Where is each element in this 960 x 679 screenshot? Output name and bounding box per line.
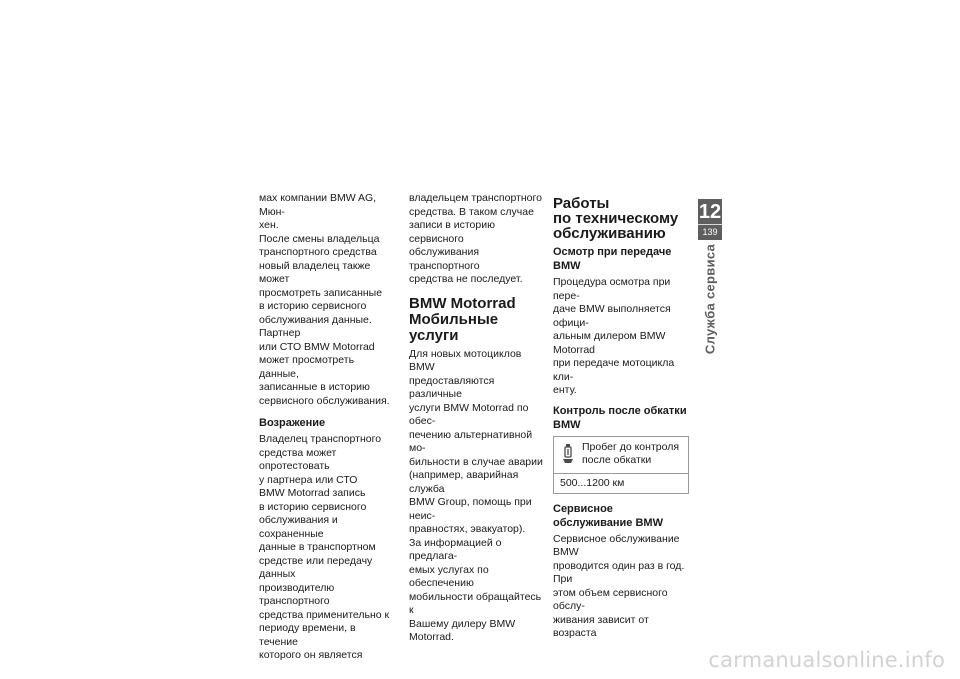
- heading-bmw-service: Сервисное обслуживание BMW: [553, 502, 663, 529]
- bmw-service-text: [553, 533, 688, 641]
- chapter-tab: [698, 199, 722, 240]
- break-in-info-label-row: [554, 437, 688, 474]
- bmw-service-paragraph: Сервисное обслуживание BMW проводится один раз в год. При этом объем сервисного обслу- живания зависит от возраста: [553, 532, 685, 639]
- column-1-body-2: [259, 433, 394, 663]
- break-in-info-label: Пробег до контроля после обкатки: [582, 440, 680, 466]
- break-in-info-table: [553, 436, 689, 494]
- column-2-paragraph-3: За информацией о предлага- емых услугах по обеспечению мобильности обращайтесь к Вашему дилеру BMW Motorrad.: [409, 536, 542, 643]
- heading-objection: Возражение: [259, 417, 326, 429]
- page-number: 139: [702, 227, 718, 237]
- heading-break-in-check: Контроль после обкатки BMW: [553, 404, 687, 431]
- column-2-body-2: [409, 348, 544, 645]
- column-1-paragraph-3: Владелец транспортного средства может опротестовать у партнера или СТО BMW Motorrad запись в историю сервисного обслуживания и сохраненные данные в транспортном средстве или передачу данных производителю транспортного средства применительно к периоду времени, в течение которого он является: [259, 433, 390, 661]
- watermark-text: carmanualsonline.info: [708, 648, 945, 672]
- heading-mobile-services: BMW Motorrad Мобильные услуги: [409, 294, 516, 344]
- text-column-1: [259, 192, 394, 663]
- side-section-title-text: Служба сервиса: [702, 243, 718, 355]
- column-1-paragraph-1: мах компании BMW AG, Мюн- хен.: [259, 192, 377, 231]
- column-2-paragraph-2: Для новых мотоциклов BMW предоставляются различные услуги BMW Motorrad по обес- печению альтернативной мо- бильности в случае аварии (например, аварийная служба BMW Group, помощь при неис- правностях, эвакуатор).: [409, 347, 543, 535]
- column-2-body: [409, 192, 544, 287]
- delivery-inspection-paragraph: Процедура осмотра при пере- даче BMW выполняется офици- альным дилером BMW Motorrad при передаче мотоцикла кли- енту.: [553, 276, 675, 396]
- heading-maintenance-work: Работы по техническому обслуживанию: [553, 195, 679, 242]
- side-section-title: [698, 244, 722, 354]
- chapter-divider: [698, 224, 722, 225]
- text-column-3: [553, 192, 688, 641]
- break-in-info-value: 500...1200 км: [560, 476, 625, 489]
- delivery-inspection-text: [553, 276, 688, 398]
- column-2-paragraph-1: владельцем транспортного средства. В таком случае записи в историю сервисного обслуживания транспортного средства не последует.: [409, 192, 542, 285]
- heading-delivery-inspection: Осмотр при передаче BMW: [553, 246, 672, 272]
- column-1-paragraph-2: После смены владельца транспортного средства новый владелец также может просмотреть записанные в историю сервисного обслуживания данные. Партнер или СТО BMW Motorrad может просмотреть данные, записанные в историю сервисного обслуживания.: [259, 232, 390, 407]
- text-column-2: [409, 192, 544, 645]
- column-1-body: [259, 192, 394, 408]
- odometer-icon: [562, 443, 574, 465]
- chapter-number: 12: [698, 201, 722, 223]
